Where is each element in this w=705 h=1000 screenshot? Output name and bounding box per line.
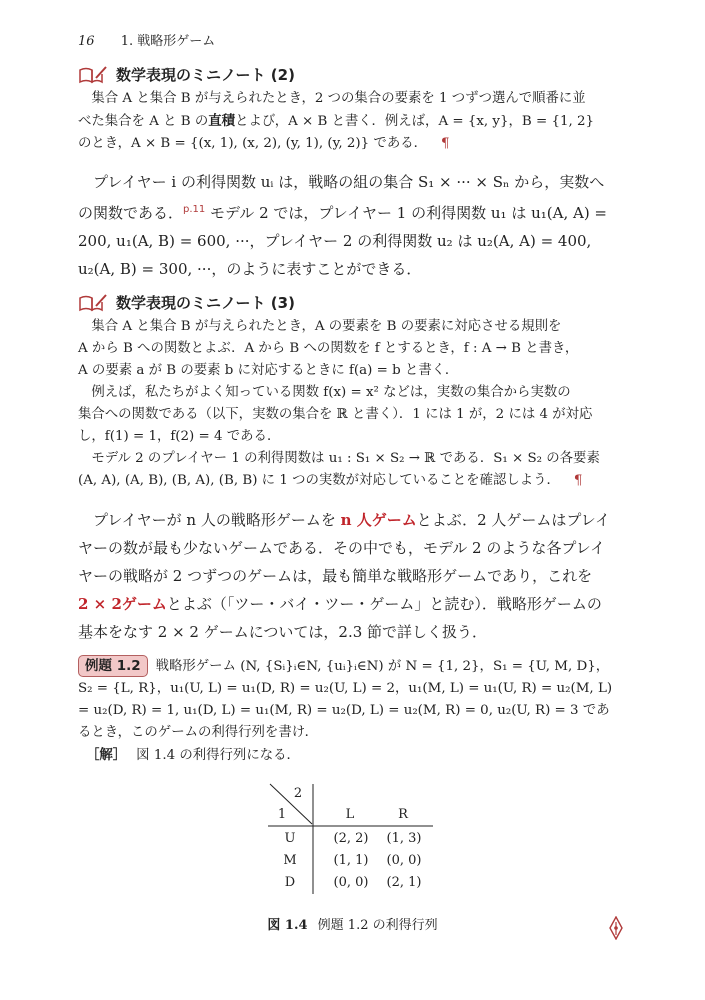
- matrix-cell: (0, 0): [333, 875, 369, 890]
- column-player-label: 2: [293, 786, 303, 801]
- chapter-title: 1. 戦略形ゲーム: [120, 34, 216, 49]
- note3-line: し，f(1) = 1，f(2) = 4 である．: [78, 429, 281, 444]
- note3-line: 集合への関数である（以下，実数の集合を ℝ と書く）．1 には 1 が，2 には 4 が対応: [78, 407, 593, 422]
- note3-line: A から B への関数とよぶ．A から B への関数を f とするとき，f : A → B と書き，: [78, 341, 579, 356]
- payoff-matrix: [268, 782, 433, 894]
- text-line: S₂ = {L, R}，u₁(U, L) = u₁(D, R) = u₂(U, L) = 2，u₁(M, L) = u₁(U, R) = u₂(M, L): [78, 681, 613, 696]
- text-line: 例題 1.2 戦略形ゲーム (N, {Sᵢ}ᵢ∈N, {uᵢ}ᵢ∈N) が N = {1, 2}，S₁ = {U, M, D}，: [78, 655, 626, 678]
- text-line: ヤーの数が最も少ないゲームである．その中でも，モデル 2 のような各プレイ: [78, 539, 605, 557]
- note-body-3: [78, 316, 626, 492]
- book-pen-icon: [78, 293, 108, 313]
- text-line: プレイヤーが n 人の戦略形ゲームを n 人ゲームとよぶ．2 人ゲームはプレイ: [93, 511, 611, 529]
- row-header: D: [284, 875, 296, 890]
- text-line: 基本をなす 2 × 2 ゲームについては，2.3 節で詳しく扱う．: [78, 623, 488, 641]
- example-1-2: [78, 655, 626, 767]
- note3-line: A の要素 a が B の要素 b に対応するときに f(a) = b と書く．: [78, 363, 459, 378]
- note3-line: モデル 2 のプレイヤー 1 の利得関数は u₁ : S₁ × S₂ → ℝ である．S₁ × S₂ の各要素: [91, 451, 600, 466]
- note2-line: べた集合を A と B の直積とよび，A × B と書く．例えば，A = {x, y}，B = {1, 2}: [78, 113, 595, 129]
- matrix-cell: (1, 1): [333, 853, 369, 868]
- text-line: u₂(A, B) = 300, ···，のように表すことができる．: [78, 260, 422, 278]
- pilcrow-mark: ¶: [573, 473, 583, 488]
- note3-line: 集合 A と集合 B が与えられたとき，A の要素を B の要素に対応させる規則を: [91, 319, 562, 334]
- matrix-cell: (1, 3): [386, 831, 422, 846]
- example-badge: 例題 1.2: [78, 655, 148, 677]
- book-pen-icon: [78, 65, 108, 85]
- matrix-cell: (0, 0): [386, 853, 422, 868]
- row-header: M: [283, 853, 297, 868]
- text-line: ヤーの戦略が 2 つずつのゲームは，最も簡単な戦略形ゲームであり，これを: [78, 567, 593, 585]
- paragraph-payoff-function: [78, 168, 626, 283]
- paragraph-n-person-game: [78, 506, 626, 646]
- figure-label: 図 1.4: [267, 918, 308, 933]
- page-number: 16: [78, 34, 95, 49]
- term-direct-product: 直積: [208, 113, 236, 129]
- page-ref-link[interactable]: p.11: [183, 204, 206, 215]
- pen-nib-icon: [608, 916, 624, 940]
- note3-line: 例えば，私たちがよく知っている関数 f(x) = x² などは，実数の集合から実数の: [91, 385, 571, 400]
- figure-caption-text: 例題 1.2 の利得行列: [317, 918, 438, 933]
- pilcrow-mark: ¶: [441, 136, 450, 151]
- note-title-3: [78, 292, 295, 313]
- term-2x2-game: 2 × 2ゲーム: [78, 595, 167, 613]
- note2-line: のとき，A × B = {(x, 1), (x, 2), (y, 1), (y, 2)} である． ¶: [78, 136, 450, 151]
- text-line: の関数である．$^{p.11}$ モデル 2 では，プレイヤー 1 の利得関数 u₁ は u₁(A, A) =: [78, 204, 608, 222]
- note-body-2: [78, 88, 626, 155]
- column-header: L: [345, 807, 355, 822]
- text-line: るとき，このゲームの利得行列を書け．: [78, 725, 318, 740]
- solution-line: ［解］ 図 1.4 の利得行列になる．: [86, 747, 300, 763]
- row-header: U: [284, 831, 296, 846]
- text-line: 200, u₁(A, B) = 600, ···，プレイヤー 2 の利得関数 u₂ は u₂(A, A) = 400,: [78, 232, 592, 250]
- note3-line: (A, A), (A, B), (B, A), (B, B) に 1 つの実数が対応していることを確認しよう． ¶: [78, 473, 583, 488]
- matrix-cell: (2, 2): [333, 831, 369, 846]
- column-header: R: [398, 807, 408, 822]
- figure-caption: [0, 914, 705, 933]
- note2-line: 集合 A と集合 B が与えられたとき，2 つの集合の要素を 1 つずつ選んで順番に並: [91, 91, 586, 106]
- note-title-text: 数学表現のミニノート (2): [116, 66, 295, 84]
- term-n-person-game: n 人ゲーム: [340, 511, 417, 529]
- row-player-label: 1: [277, 807, 287, 822]
- note-title-2: [78, 64, 295, 85]
- text-line: = u₂(D, R) = 1, u₁(D, L) = u₁(M, R) = u₂(D, L) = u₂(M, R) = 0, u₂(U, R) = 3 であ: [78, 703, 610, 718]
- text-line: 2 × 2ゲームとよぶ（「ツー・バイ・ツー・ゲーム」と読む）．戦略形ゲームの: [78, 595, 602, 613]
- matrix-cell: (2, 1): [386, 875, 422, 890]
- running-header: [78, 30, 215, 49]
- solution-label: ［解］: [86, 747, 127, 763]
- text-line: プレイヤー i の利得関数 uᵢ は，戦略の組の集合 S₁ × ··· × Sₙ から，実数へ: [93, 173, 605, 191]
- note-title-text: 数学表現のミニノート (3): [116, 294, 295, 312]
